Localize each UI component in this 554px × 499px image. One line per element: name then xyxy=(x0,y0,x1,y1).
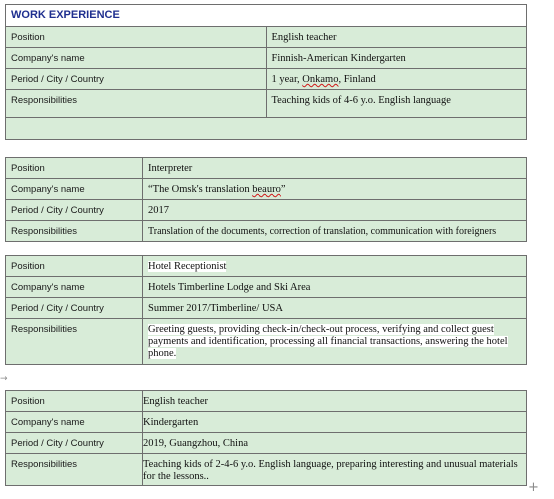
position-value[interactable] xyxy=(143,256,527,277)
table-row xyxy=(6,48,527,69)
company-value[interactable] xyxy=(143,179,527,200)
period-label: Period / City / Country xyxy=(6,200,143,221)
position-text: Hotel Receptionist xyxy=(148,261,227,272)
table-row xyxy=(6,319,527,365)
company-label: Company's name xyxy=(6,412,143,433)
spacer-row xyxy=(6,118,527,140)
work-experience-table-1 xyxy=(5,4,527,140)
period-label: Period / City / Country xyxy=(6,433,143,454)
table-row xyxy=(6,90,527,118)
company-suffix: ” xyxy=(280,184,286,195)
period-suffix: , Finland xyxy=(338,74,376,85)
position-value[interactable]: Interpreter xyxy=(143,158,527,179)
company-value[interactable]: Kindergarten xyxy=(143,412,527,433)
spelling-flagged-word[interactable]: beauro xyxy=(252,184,281,195)
company-value[interactable]: Finnish-American Kindergarten xyxy=(266,48,527,69)
period-prefix: 1 year, xyxy=(271,74,303,85)
company-prefix: “The Omsk's translation xyxy=(148,184,253,195)
company-label: Company's name xyxy=(6,48,267,69)
table-row xyxy=(6,454,527,486)
responsibilities-value[interactable]: Teaching kids of 2-4-6 y.o. English language, preparing interesting and unusual materials for the lessons.. xyxy=(143,454,527,486)
responsibilities-label: Responsibilities xyxy=(6,454,143,486)
responsibilities-text: Greeting guests, providing check-in/check-out process, verifying and collect guest payments and identification, processing all financial transactions, answering the hotel phone. xyxy=(148,324,508,359)
move-handle-icon[interactable]: → xyxy=(0,374,8,384)
table-row xyxy=(6,221,527,242)
period-label: Period / City / Country xyxy=(6,69,267,90)
position-label: Position xyxy=(6,158,143,179)
table-row xyxy=(6,69,527,90)
table-row xyxy=(6,433,527,454)
position-label: Position xyxy=(6,391,143,412)
responsibilities-value[interactable]: Translation of the documents, correction of translation, communication with foreigners xyxy=(143,221,527,242)
position-label: Position xyxy=(6,256,143,277)
position-label: Position xyxy=(6,27,267,48)
table-row xyxy=(6,27,527,48)
work-experience-table-3 xyxy=(5,255,527,365)
work-experience-table-2 xyxy=(5,157,527,242)
period-label: Period / City / Country xyxy=(6,298,143,319)
table-row xyxy=(6,298,527,319)
company-label: Company's name xyxy=(6,277,143,298)
company-label: Company's name xyxy=(6,179,143,200)
period-value[interactable] xyxy=(266,69,527,90)
responsibilities-value[interactable]: Teaching kids of 4-6 y.o. English language xyxy=(266,90,527,118)
company-value[interactable]: Hotels Timberline Lodge and Ski Area xyxy=(143,277,527,298)
table-row xyxy=(6,200,527,221)
position-value[interactable]: English teacher xyxy=(143,391,527,412)
responsibilities-value[interactable] xyxy=(143,319,527,365)
responsibilities-label: Responsibilities xyxy=(6,90,267,118)
responsibilities-label: Responsibilities xyxy=(6,319,143,365)
period-value[interactable]: Summer 2017/Timberline/ USA xyxy=(143,298,527,319)
work-experience-table-4 xyxy=(5,390,527,486)
section-title: WORK EXPERIENCE xyxy=(6,5,527,27)
add-row-icon[interactable]: + xyxy=(528,480,539,495)
table-row xyxy=(6,412,527,433)
table-row xyxy=(6,391,527,412)
spelling-flagged-word[interactable]: Onkamo xyxy=(302,74,339,85)
responsibilities-label: Responsibilities xyxy=(6,221,143,242)
position-value[interactable]: English teacher xyxy=(266,27,527,48)
period-value[interactable]: 2019, Guangzhou, China xyxy=(143,433,527,454)
table-row xyxy=(6,179,527,200)
table-row xyxy=(6,158,527,179)
table-row xyxy=(6,256,527,277)
table-row xyxy=(6,277,527,298)
period-value[interactable]: 2017 xyxy=(143,200,527,221)
